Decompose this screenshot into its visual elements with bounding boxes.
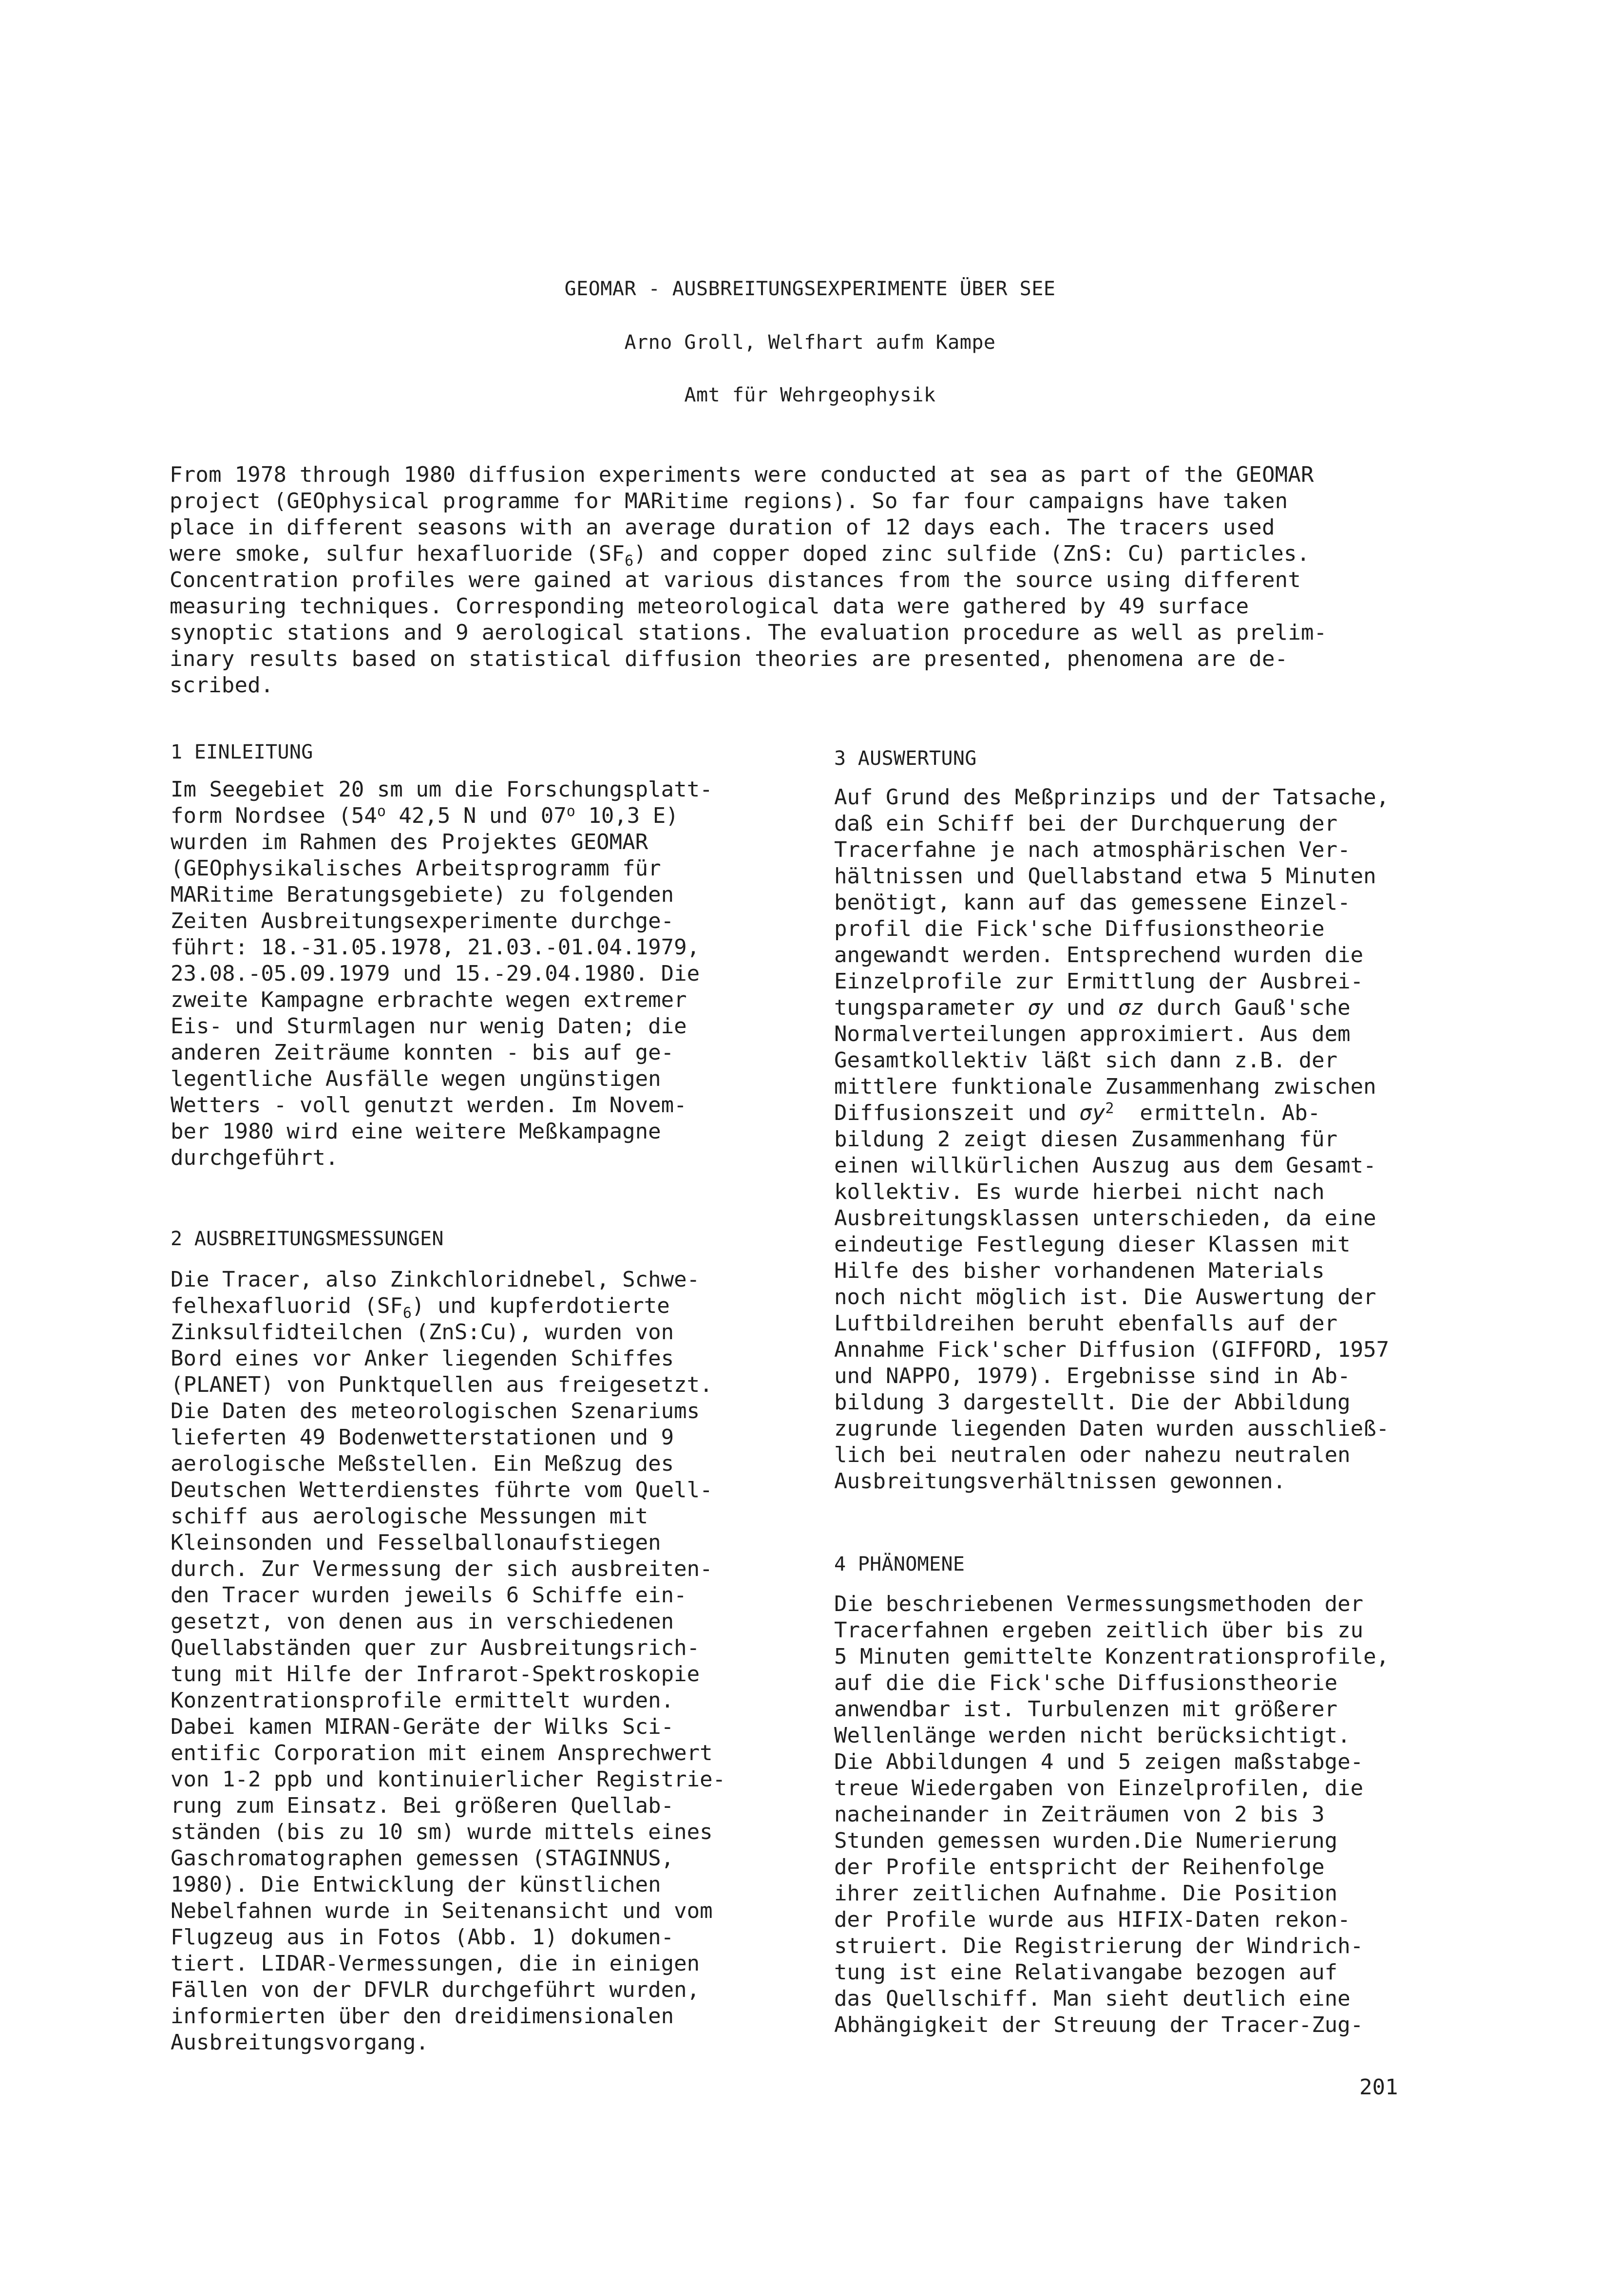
section-heading-auswertung: 3 AUSWERTUNG: [834, 747, 977, 770]
text-line: der Profile entspricht der Reihenfolge: [834, 1855, 1325, 1879]
text-line: Auf Grund des Meßprinzips und der Tatsache,: [834, 785, 1390, 810]
text-line: 5 Minuten gemittelte Konzentrationsprofile,: [834, 1644, 1390, 1669]
text-line: eindeutige Festlegung dieser Klassen mit: [834, 1232, 1351, 1257]
text-line: durch. Zur Vermessung der sich ausbreiten-: [171, 1556, 713, 1581]
text-line: mittlere funktionale Zusammenhang zwischen: [834, 1074, 1376, 1099]
abstract-line: project (GEOphysical programme for MARitime regions). So far four campaigns have taken: [170, 489, 1288, 513]
abstract-line: place in different seasons with an average duration of 12 days each. The tracers used: [170, 515, 1275, 540]
text-line: benötigt, kann auf das gemessene Einzel-: [834, 890, 1351, 915]
abstract-text: ) and copper doped zinc sulfide (ZnS: Cu) particles.: [633, 541, 1310, 566]
abstract-line: [170, 541, 1446, 567]
text-line: den Tracer wurden jeweils 6 Schiffe ein-: [171, 1583, 687, 1608]
text-line: hältnissen und Quellabstand etwa 5 Minuten: [834, 864, 1376, 889]
text-line: Gaschromatographen gemessen (STAGINNUS,: [171, 1846, 674, 1871]
section-body-ausbreitungsmessungen: [171, 1267, 799, 2056]
section-body-auswertung: [834, 784, 1468, 1495]
abstract-line: measuring techniques. Corresponding meteorological data were gathered by 49 surface: [170, 594, 1249, 619]
text: 10,3 E): [575, 803, 679, 828]
text-line: Die Tracer, also Zinkchloridnebel, Schwe-: [171, 1267, 700, 1292]
text-line: und NAPPO, 1979). Ergebnisse sind in Ab-: [834, 1364, 1351, 1388]
text-line: Nebelfahnen wurde in Seitenansicht und vom: [171, 1898, 713, 1923]
sigma-y-symbol: σy: [1079, 1101, 1105, 1125]
text: ermitteln. Ab-: [1114, 1101, 1321, 1125]
text: form Nordsee (54: [171, 803, 377, 828]
section-body-phaenomene: [834, 1591, 1468, 2038]
text-line: 23.08.-05.09.1979 und 15.-29.04.1980. Die: [171, 961, 700, 986]
paper-affiliation: Amt für Wehrgeophysik: [684, 384, 936, 406]
paper-authors: Arno Groll, Welfhart aufm Kampe: [624, 331, 996, 354]
text-line: (PLANET) von Punktquellen aus freigesetzt.: [171, 1372, 713, 1397]
abstract-line: Concentration profiles were gained at various distances from the source using different: [170, 568, 1301, 592]
text-line: anwendbar ist. Turbulenzen mit größerer: [834, 1697, 1338, 1722]
text-line: von 1-2 ppb und kontinuierlicher Registrie-: [171, 1767, 726, 1792]
text-line: Einzelprofile zur Ermittlung der Ausbrei-: [834, 969, 1364, 994]
text-line: Normalverteilungen approximiert. Aus dem: [834, 1022, 1351, 1046]
text-line: Im Seegebiet 20 sm um die Forschungsplatt-: [171, 777, 713, 802]
text-line: Fällen von der DFVLR durchgeführt wurden,: [171, 1977, 700, 2002]
text-line: Die beschriebenen Vermessungsmethoden der: [834, 1592, 1364, 1616]
sigma-z-symbol: σz: [1118, 995, 1144, 1020]
text-line: informierten über den dreidimensionalen: [171, 2004, 674, 2029]
text-line: (GEOphysikalisches Arbeitsprogramm für: [171, 856, 661, 881]
abstract-line: scribed.: [170, 673, 274, 698]
text-line: tung mit Hilfe der Infrarot-Spektroskopie: [171, 1662, 700, 1687]
text-line: MARitime Beratungsgebiete) zu folgenden: [171, 882, 674, 907]
text-line: Quellabständen quer zur Ausbreitungsrich-: [171, 1635, 700, 1660]
abstract-text: were smoke, sulfur hexafluoride (SF: [170, 541, 625, 566]
text-line: Eis- und Sturmlagen nur wenig Daten; die: [171, 1014, 687, 1039]
text-line: Wetters - voll genutzt werden. Im Novem-: [171, 1093, 687, 1118]
text-line: Zeiten Ausbreitungsexperimente durchge-: [171, 909, 674, 933]
text-line: Deutschen Wetterdienstes führte vom Quell-: [171, 1478, 713, 1502]
text-line: angewandt werden. Entsprechend wurden die: [834, 943, 1364, 968]
text-line: ber 1980 wird eine weitere Meßkampagne: [171, 1119, 661, 1144]
abstract: [170, 462, 1446, 699]
text-line: 1980). Die Entwicklung der künstlichen: [171, 1872, 661, 1897]
text-line: bildung 2 zeigt diesen Zusammenhang für: [834, 1127, 1338, 1152]
abstract-line: synoptic stations and 9 aerological stations. The evaluation procedure as well as prelim-: [170, 620, 1327, 645]
text-line: ständen (bis zu 10 sm) wurde mittels eines: [171, 1820, 713, 1844]
text-line: durchgeführt.: [171, 1145, 339, 1170]
text-line: Kleinsonden und Fesselballonaufstiegen: [171, 1530, 661, 1555]
text: durch Gauß'sche: [1144, 995, 1351, 1020]
text-line: Tracerfahnen ergeben zeitlich über bis zu: [834, 1618, 1364, 1643]
superscript: 2: [1105, 1100, 1114, 1117]
text-line: [171, 1293, 799, 1322]
text-line: gesetzt, von denen aus in verschiedenen: [171, 1609, 674, 1634]
text-line: kollektiv. Es wurde hierbei nicht nach: [834, 1179, 1325, 1204]
text-line: anderen Zeiträume konnten - bis auf ge-: [171, 1040, 674, 1065]
text-line: Konzentrationsprofile ermittelt wurden.: [171, 1688, 674, 1713]
text: felhexafluorid (SF: [171, 1293, 403, 1318]
text-line: lieferten 49 Bodenwetterstationen und 9: [171, 1425, 674, 1450]
text-line: aerologische Meßstellen. Ein Meßzug des: [171, 1451, 674, 1476]
text-line: rung zum Einsatz. Bei größeren Quellab-: [171, 1793, 674, 1818]
text-line: Hilfe des bisher vorhandenen Materials: [834, 1258, 1325, 1283]
text-line: Ausbreitungsverhältnissen gewonnen.: [834, 1469, 1286, 1494]
abstract-line: From 1978 through 1980 diffusion experiments were conducted at sea as part of the GEOMAR: [170, 462, 1314, 487]
text-line: Gesamtkollektiv läßt sich dann z.B. der: [834, 1048, 1338, 1073]
degree-sign: o: [377, 803, 386, 820]
page-number: 201: [1359, 2075, 1398, 2100]
text-line: Wellenlänge werden nicht berücksichtigt.: [834, 1723, 1351, 1748]
section-heading-ausbreitungsmessungen: 2 AUSBREITUNGSMESSUNGEN: [171, 1228, 444, 1250]
text-line: Luftbildreihen beruht ebenfalls auf der: [834, 1311, 1338, 1336]
abstract-line: inary results based on statistical diffusion theories are presented, phenomena are de-: [170, 646, 1288, 671]
text-line: wurden im Rahmen des Projektes GEOMAR: [171, 830, 648, 854]
text-line: treue Wiedergaben von Einzelprofilen, die: [834, 1776, 1364, 1801]
text-line: daß ein Schiff bei der Durchquerung der: [834, 811, 1338, 836]
degree-sign: o: [566, 803, 575, 820]
subscript: 6: [402, 1305, 412, 1322]
text: und: [1053, 995, 1118, 1020]
text-line: schiff aus aerologische Messungen mit: [171, 1504, 648, 1529]
text-line: Bord eines vor Anker liegenden Schiffes: [171, 1346, 674, 1371]
text-line: struiert. Die Registrierung der Windrich-: [834, 1934, 1364, 1958]
text-line: Annahme Fick'scher Diffusion (GIFFORD, 1957: [834, 1337, 1390, 1362]
text-line: Stunden gemessen wurden.Die Numerierung: [834, 1828, 1338, 1853]
text-line: tiert. LIDAR-Vermessungen, die in einigen: [171, 1951, 700, 1976]
text-line: Flugzeug aus in Fotos (Abb. 1) dokumen-: [171, 1925, 674, 1950]
text-line: Ausbreitungsvorgang.: [171, 2030, 429, 2055]
text-line: Die Abbildungen 4 und 5 zeigen maßstabge-: [834, 1749, 1364, 1774]
text-line: Tracerfahne je nach atmosphärischen Ver-: [834, 837, 1351, 862]
text: tungsparameter: [834, 995, 1028, 1020]
section-heading-phaenomene: 4 PHÄNOMENE: [834, 1553, 965, 1575]
text-line: auf die die Fick'sche Diffusionstheorie: [834, 1670, 1338, 1695]
text-line: [171, 803, 799, 829]
text-line: Abhängigkeit der Streuung der Tracer-Zug-: [834, 2012, 1364, 2037]
text-line: bildung 3 dargestellt. Die der Abbildung: [834, 1390, 1351, 1415]
section-body-einleitung: [171, 777, 799, 1171]
text-line: [834, 1100, 1468, 1126]
text-line: Dabei kamen MIRAN-Geräte der Wilks Sci-: [171, 1714, 674, 1739]
text-line: zweite Kampagne erbrachte wegen extremer: [171, 987, 687, 1012]
text-line: lich bei neutralen oder nahezu neutralen: [834, 1442, 1351, 1467]
text-line: Ausbreitungsklassen unterschieden, da eine: [834, 1206, 1376, 1231]
subscript: 6: [625, 552, 634, 569]
text-line: der Profile wurde aus HIFIX-Daten rekon-: [834, 1907, 1351, 1932]
paper-title: GEOMAR - AUSBREITUNGSEXPERIMENTE ÜBER SEE: [564, 278, 1056, 300]
text-line: profil die Fick'sche Diffusionstheorie: [834, 916, 1325, 941]
section-heading-einleitung: 1 EINLEITUNG: [171, 741, 313, 763]
text-line: legentliche Ausfälle wegen ungünstigen: [171, 1066, 661, 1091]
text-line: zugrunde liegenden Daten wurden ausschließ-: [834, 1416, 1390, 1441]
text-line: ihrer zeitlichen Aufnahme. Die Position: [834, 1881, 1338, 1906]
text: 42,5 N und 07: [385, 803, 567, 828]
text: ) und kupferdotierte: [411, 1293, 670, 1318]
text-line: entific Corporation mit einem Ansprechwert: [171, 1741, 713, 1765]
text-line: [834, 995, 1468, 1021]
text-line: tung ist eine Relativangabe bezogen auf: [834, 1960, 1338, 1985]
text: Diffusionszeit und: [834, 1101, 1080, 1125]
text-line: Die Daten des meteorologischen Szenariums: [171, 1399, 700, 1423]
text-line: noch nicht möglich ist. Die Auswertung der: [834, 1285, 1376, 1309]
sigma-y-symbol: σy: [1028, 995, 1054, 1020]
text-line: einen willkürlichen Auszug aus dem Gesamt-: [834, 1153, 1376, 1178]
text-line: führt: 18.-31.05.1978, 21.03.-01.04.1979,: [171, 935, 700, 960]
text-line: das Quellschiff. Man sieht deutlich eine: [834, 1986, 1351, 2011]
text-line: nacheinander in Zeiträumen von 2 bis 3: [834, 1802, 1325, 1827]
text-line: Zinksulfidteilchen (ZnS:Cu), wurden von: [171, 1320, 674, 1345]
